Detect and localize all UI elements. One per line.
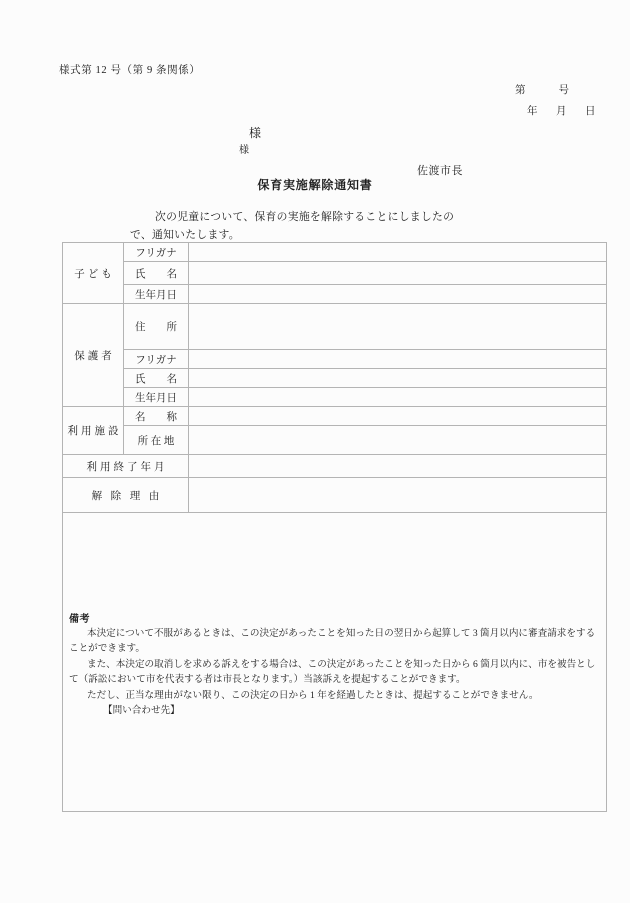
notes-cell (63, 513, 607, 812)
guardian-birthdate-value[interactable] (189, 388, 607, 407)
facility-name-label: 名 称 (124, 407, 189, 426)
notes-paragraph-2: また、本決定の取消しを求める訴えをする場合は、この決定があったことを知った日から 6 箇月以内に、市を被告として（訴訟において市を代表する者は市長となります。）当該訴えを提起することができます。 (69, 658, 596, 685)
table-row (63, 388, 607, 407)
issuer-name: 佐渡市長 (417, 165, 463, 177)
guardian-address-label: 住 所 (124, 304, 189, 350)
table-row (63, 262, 607, 285)
guardian-birthdate-label: 生年月日 (124, 388, 189, 407)
form-table (62, 242, 607, 812)
addressee-primary: 様 (249, 126, 262, 140)
guardian-furigana-label: フリガナ (124, 350, 189, 369)
child-furigana-label: フリガナ (124, 243, 189, 262)
child-group-label: 子ども (63, 243, 124, 304)
cancellation-reason-value[interactable] (189, 478, 607, 513)
notes-body (69, 626, 600, 719)
table-row (63, 478, 607, 513)
guardian-furigana-value[interactable] (189, 350, 607, 369)
child-name-value[interactable] (189, 262, 607, 285)
intro-paragraph (118, 208, 558, 244)
document-date-line: 年 月 日 (527, 106, 600, 117)
facility-location-value[interactable] (189, 426, 607, 455)
document-title: 保育実施解除通知書 (257, 178, 373, 192)
facility-location-label: 所 在 地 (124, 426, 189, 455)
table-row (63, 304, 607, 350)
table-row (63, 369, 607, 388)
addressee-secondary: 様 (239, 145, 249, 156)
notes-contact-label: 【問い合わせ先】 (103, 705, 180, 716)
child-furigana-value[interactable] (189, 243, 607, 262)
table-row (63, 350, 607, 369)
guardian-name-value[interactable] (189, 369, 607, 388)
guardian-address-value[interactable] (189, 304, 607, 350)
table-row (63, 513, 607, 812)
facility-group-label: 利用施設 (63, 407, 124, 455)
table-row (63, 243, 607, 262)
table-row (63, 426, 607, 455)
guardian-group-label: 保護者 (63, 304, 124, 407)
cancellation-reason-label: 解 除 理 由 (63, 478, 189, 513)
table-row (63, 455, 607, 478)
facility-name-value[interactable] (189, 407, 607, 426)
child-name-label: 氏 名 (124, 262, 189, 285)
child-birthdate-label: 生年月日 (124, 285, 189, 304)
intro-line-1: 次の児童について、保育の実施を解除することにしましたの (155, 211, 455, 223)
form-number: 様式第 12 号（第 9 条関係） (59, 65, 201, 76)
document-number-line: 第 号 (515, 85, 573, 96)
end-month-value[interactable] (189, 455, 607, 478)
end-month-label: 利用終了年月 (63, 455, 189, 478)
table-row (63, 285, 607, 304)
child-birthdate-value[interactable] (189, 285, 607, 304)
guardian-name-label: 氏 名 (124, 369, 189, 388)
intro-line-2: で、通知いたします。 (130, 229, 240, 241)
table-row (63, 407, 607, 426)
notes-paragraph-3: ただし、正当な理由がない限り、この決定の日から 1 年を経過したときは、提起することができません。 (87, 689, 539, 701)
notes-title: 備考 (69, 613, 90, 625)
notes-paragraph-1: 本決定について不服があるときは、この決定があったことを知った日の翌日から起算して 3 箇月以内に審査請求をすることができます。 (69, 627, 596, 654)
